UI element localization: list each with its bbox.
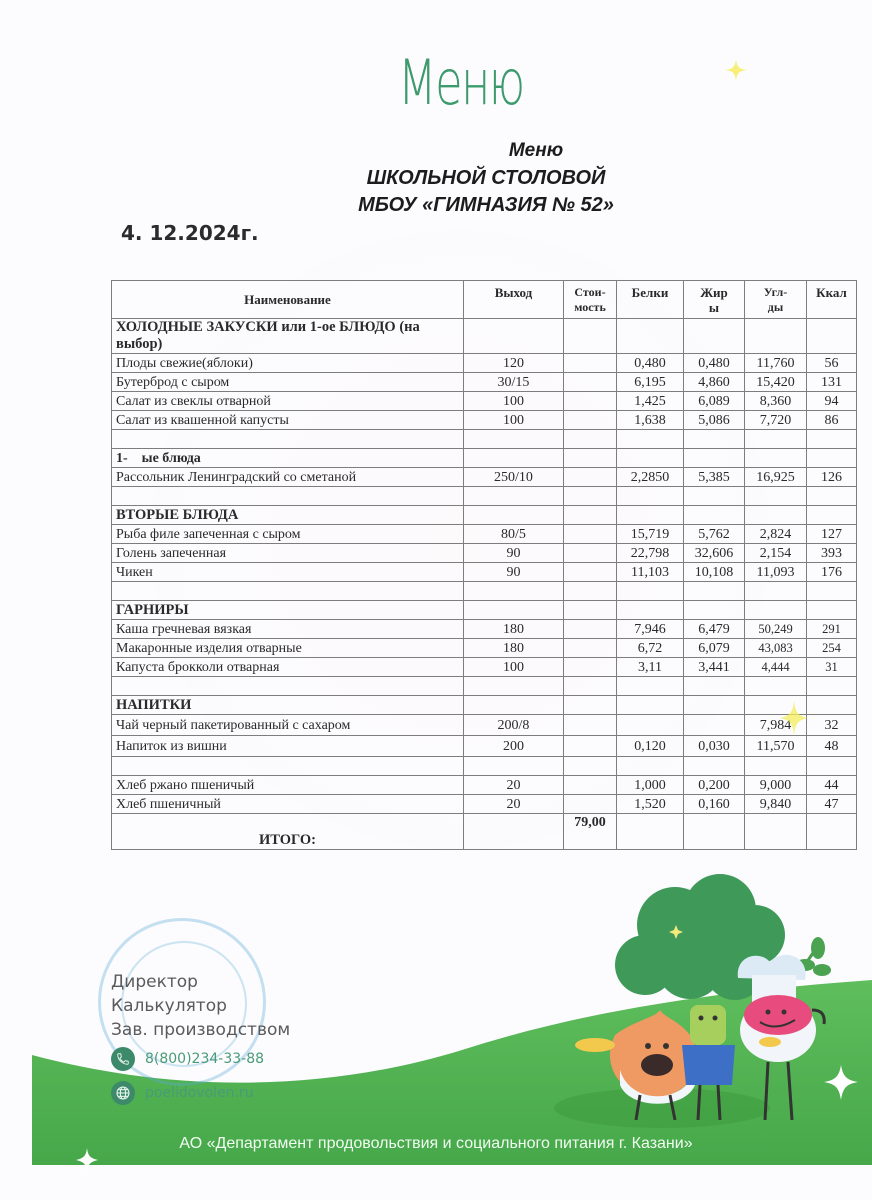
website-link: poelidovolen.ru xyxy=(145,1085,254,1101)
dish-kcal: 56 xyxy=(807,354,857,373)
dish-yield: 180 xyxy=(464,639,564,658)
table-row xyxy=(112,795,857,814)
dish-carbs: 4,444 xyxy=(745,658,807,677)
section-row xyxy=(112,319,857,354)
section-row xyxy=(112,601,857,620)
dish-carbs: 2,824 xyxy=(745,525,807,544)
dish-cost xyxy=(564,563,617,582)
dish-name: Чикен xyxy=(112,563,464,582)
dish-yield: 200 xyxy=(464,736,564,757)
vegetable-mascots-illustration xyxy=(560,870,860,1120)
dish-yield: 20 xyxy=(464,776,564,795)
dish-yield: 90 xyxy=(464,563,564,582)
dish-name: Рассольник Ленинградский со сметаной xyxy=(112,468,464,487)
dish-name: Салат из свеклы отварной xyxy=(112,392,464,411)
menu-table xyxy=(111,280,857,850)
sparkle-icon xyxy=(780,700,808,736)
dish-name: Голень запеченная xyxy=(112,544,464,563)
dish-cost xyxy=(564,354,617,373)
dish-kcal: 31 xyxy=(807,658,857,677)
dish-fat xyxy=(684,715,745,736)
section-row xyxy=(112,696,857,715)
table-row xyxy=(112,392,857,411)
dish-carbs: 50,249 xyxy=(745,620,807,639)
dish-yield: 100 xyxy=(464,658,564,677)
dish-yield: 100 xyxy=(464,392,564,411)
dish-name: Напиток из вишни xyxy=(112,736,464,757)
contact-website[interactable] xyxy=(111,1081,254,1105)
dish-cost xyxy=(564,392,617,411)
dish-cost xyxy=(564,373,617,392)
section-name: ХОЛОДНЫЕ ЗАКУСКИ или 1-ое БЛЮДО (на выбор) xyxy=(112,319,464,354)
dish-kcal: 48 xyxy=(807,736,857,757)
section-name: НАПИТКИ xyxy=(112,696,464,715)
spacer-row xyxy=(112,582,857,601)
section-name: ВТОРЫЕ БЛЮДА xyxy=(112,506,464,525)
spacer-row xyxy=(112,487,857,506)
dish-carbs: 11,760 xyxy=(745,354,807,373)
col-header-yield: Выход xyxy=(464,281,564,319)
dish-name: Плоды свежие(яблоки) xyxy=(112,354,464,373)
dish-carbs: 8,360 xyxy=(745,392,807,411)
col-header-carbs: Угл- ды xyxy=(745,281,807,319)
dish-fat: 6,479 xyxy=(684,620,745,639)
dish-fat: 5,762 xyxy=(684,525,745,544)
table-row xyxy=(112,411,857,430)
dish-kcal: 127 xyxy=(807,525,857,544)
dish-yield: 120 xyxy=(464,354,564,373)
dish-name: Хлеб пшеничный xyxy=(112,795,464,814)
table-row xyxy=(112,354,857,373)
dish-fat: 5,086 xyxy=(684,411,745,430)
dish-yield: 200/8 xyxy=(464,715,564,736)
table-row xyxy=(112,639,857,658)
table-row xyxy=(112,736,857,757)
dish-cost xyxy=(564,795,617,814)
signature-calculator: Калькулятор xyxy=(111,996,227,1016)
dish-fat: 0,030 xyxy=(684,736,745,757)
dish-protein xyxy=(617,715,684,736)
dish-carbs: 2,154 xyxy=(745,544,807,563)
col-header-cost: Стои- мость xyxy=(564,281,617,319)
section-row xyxy=(112,506,857,525)
organization-name: АО «Департамент продовольствия и социального питания г. Казани» xyxy=(179,1135,693,1152)
dish-cost xyxy=(564,468,617,487)
dish-protein: 11,103 xyxy=(617,563,684,582)
col-header-protein: Белки xyxy=(617,281,684,319)
dish-kcal: 47 xyxy=(807,795,857,814)
dish-cost xyxy=(564,411,617,430)
dish-cost xyxy=(564,715,617,736)
dish-fat: 3,441 xyxy=(684,658,745,677)
dish-carbs: 43,083 xyxy=(745,639,807,658)
col-header-fat: Жир ы xyxy=(684,281,745,319)
table-header-row xyxy=(112,281,857,319)
dish-kcal: 32 xyxy=(807,715,857,736)
dish-name: Салат из квашенной капусты xyxy=(112,411,464,430)
dish-kcal: 131 xyxy=(807,373,857,392)
phone-number: 8(800)234-33-88 xyxy=(145,1051,265,1067)
section-name: ГАРНИРЫ xyxy=(112,601,464,620)
table-row xyxy=(112,373,857,392)
dish-fat: 32,606 xyxy=(684,544,745,563)
dish-name: Каша гречневая вязкая xyxy=(112,620,464,639)
heading-school-canteen: ШКОЛЬНОЙ СТОЛОВОЙ xyxy=(366,167,606,189)
dish-kcal: 44 xyxy=(807,776,857,795)
table-row xyxy=(112,620,857,639)
table-row xyxy=(112,468,857,487)
dish-kcal: 291 xyxy=(807,620,857,639)
dish-carbs: 16,925 xyxy=(745,468,807,487)
dish-carbs: 11,093 xyxy=(745,563,807,582)
dish-yield: 90 xyxy=(464,544,564,563)
dish-protein: 1,638 xyxy=(617,411,684,430)
table-row xyxy=(112,715,857,736)
dish-fat: 6,089 xyxy=(684,392,745,411)
logo-menu-title: Меню xyxy=(398,46,524,119)
dish-protein: 6,72 xyxy=(617,639,684,658)
phone-icon xyxy=(111,1047,135,1071)
dish-protein: 3,11 xyxy=(617,658,684,677)
dish-fat: 4,860 xyxy=(684,373,745,392)
dish-fat: 0,200 xyxy=(684,776,745,795)
subsection-name: 1- ые блюда xyxy=(112,449,464,468)
dish-yield: 20 xyxy=(464,795,564,814)
dish-cost xyxy=(564,736,617,757)
col-header-name: Наименование xyxy=(112,281,464,319)
menu-table-body xyxy=(112,319,857,850)
dish-protein: 1,425 xyxy=(617,392,684,411)
dish-name: Бутерброд с сыром xyxy=(112,373,464,392)
dish-protein: 0,120 xyxy=(617,736,684,757)
dish-protein: 0,480 xyxy=(617,354,684,373)
dish-carbs: 9,840 xyxy=(745,795,807,814)
dish-cost xyxy=(564,544,617,563)
dish-kcal: 254 xyxy=(807,639,857,658)
signature-director: Директор xyxy=(111,972,198,992)
dish-yield: 250/10 xyxy=(464,468,564,487)
dish-cost xyxy=(564,658,617,677)
dish-name: Макаронные изделия отварные xyxy=(112,639,464,658)
dish-cost xyxy=(564,620,617,639)
dish-kcal: 176 xyxy=(807,563,857,582)
dish-fat: 0,480 xyxy=(684,354,745,373)
dish-kcal: 86 xyxy=(807,411,857,430)
spacer-row xyxy=(112,430,857,449)
dish-protein: 1,000 xyxy=(617,776,684,795)
dish-kcal: 393 xyxy=(807,544,857,563)
dish-protein: 6,195 xyxy=(617,373,684,392)
sparkle-icon xyxy=(724,58,748,82)
total-label: ИТОГО: xyxy=(112,814,464,850)
dish-protein: 1,520 xyxy=(617,795,684,814)
dish-yield: 180 xyxy=(464,620,564,639)
dish-fat: 10,108 xyxy=(684,563,745,582)
signature-production-head: Зав. производством xyxy=(111,1020,291,1040)
dish-kcal: 126 xyxy=(807,468,857,487)
dish-kcal: 94 xyxy=(807,392,857,411)
dish-yield: 100 xyxy=(464,411,564,430)
dish-protein: 2,2850 xyxy=(617,468,684,487)
menu-date: 4. 12.2024г. xyxy=(121,221,259,245)
spacer-row xyxy=(112,757,857,776)
dish-protein: 15,719 xyxy=(617,525,684,544)
dish-name: Рыба филе запеченная с сыром xyxy=(112,525,464,544)
dish-cost xyxy=(564,776,617,795)
contact-phone[interactable] xyxy=(111,1047,264,1071)
dish-protein: 7,946 xyxy=(617,620,684,639)
table-row xyxy=(112,776,857,795)
dish-protein: 22,798 xyxy=(617,544,684,563)
heading-menu: Меню xyxy=(508,140,564,161)
table-row xyxy=(112,544,857,563)
subsection-row xyxy=(112,449,857,468)
total-cost: 79,00 xyxy=(564,814,617,850)
table-row xyxy=(112,658,857,677)
dish-carbs: 15,420 xyxy=(745,373,807,392)
table-row xyxy=(112,563,857,582)
dish-carbs: 7,984 xyxy=(745,715,807,736)
dish-carbs: 9,000 xyxy=(745,776,807,795)
dish-yield: 80/5 xyxy=(464,525,564,544)
dish-fat: 0,160 xyxy=(684,795,745,814)
table-row xyxy=(112,525,857,544)
dish-cost xyxy=(564,525,617,544)
dish-fat: 6,079 xyxy=(684,639,745,658)
dish-cost xyxy=(564,639,617,658)
dish-name: Капуста брокколи отварная xyxy=(112,658,464,677)
dish-fat: 5,385 xyxy=(684,468,745,487)
dish-name: Чай черный пакетированный с сахаром xyxy=(112,715,464,736)
globe-icon xyxy=(111,1081,135,1105)
heading-school-name: МБОУ «ГИМНАЗИЯ № 52» xyxy=(358,194,614,216)
col-header-kcal: Ккал xyxy=(807,281,857,319)
dish-yield: 30/15 xyxy=(464,373,564,392)
spacer-row xyxy=(112,677,857,696)
dish-name: Хлеб ржано пшеничый xyxy=(112,776,464,795)
total-row xyxy=(112,814,857,850)
dish-carbs: 7,720 xyxy=(745,411,807,430)
dish-carbs: 11,570 xyxy=(745,736,807,757)
